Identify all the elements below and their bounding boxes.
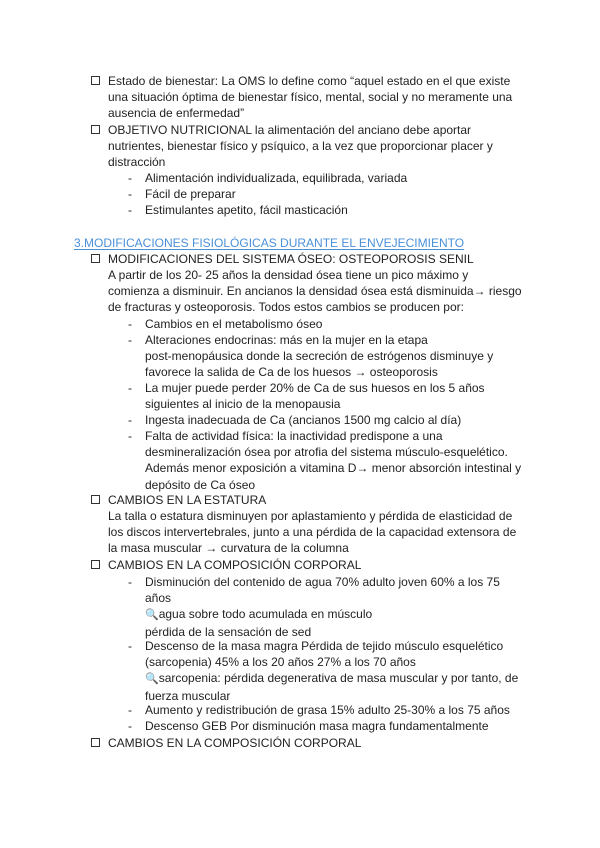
text-line: distracción bbox=[108, 155, 166, 170]
checklist-item-objetivo-nutricional bbox=[91, 122, 531, 171]
item-title: CAMBIOS EN LA COMPOSICIÓN CORPORAL bbox=[108, 736, 362, 750]
text-line: siguientes al inicio de la menopausia bbox=[145, 397, 341, 412]
text-line: los discos intervertebrales, junto a una pérdida de la capacidad extensora de bbox=[108, 525, 517, 540]
text-line: Alimentación individualizada, equilibrada, variada bbox=[145, 171, 408, 185]
text-line: ausencia de enfermedad” bbox=[108, 106, 245, 121]
checkbox[interactable] bbox=[91, 560, 100, 569]
list-item bbox=[128, 574, 528, 640]
list-item bbox=[128, 316, 528, 332]
text-line: la masa muscular → curvatura de la columna bbox=[108, 541, 349, 556]
item-title: MODIFICACIONES DEL SISTEMA ÓSEO: OSTEOPOROSIS SENIL bbox=[108, 252, 474, 266]
checkbox[interactable] bbox=[91, 254, 100, 263]
checkbox[interactable] bbox=[91, 738, 100, 747]
text-line: La talla o estatura disminuyen por aplastamiento y pérdida de elasticidad de bbox=[108, 509, 513, 523]
item-title: CAMBIOS EN LA COMPOSICIÓN CORPORAL bbox=[108, 558, 362, 572]
dash-bullet: - bbox=[128, 639, 132, 653]
text-line: una situación óptima de bienestar físico, mental, social y no meramente una bbox=[108, 90, 513, 105]
paragraph bbox=[108, 508, 533, 557]
text-line: (sarcopenia) 45% a los 20 años 27% a los 70 años bbox=[145, 655, 416, 670]
paragraph bbox=[108, 267, 533, 316]
dash-bullet: - bbox=[128, 575, 132, 589]
note-text: sarcopenia: pérdida degenerativa de masa muscular y por tanto, de bbox=[158, 671, 519, 686]
note-line bbox=[145, 670, 528, 687]
list-item bbox=[128, 702, 528, 718]
text-line: favorece la salida de Ca de los huesos → osteoporosis bbox=[145, 365, 438, 380]
text-line: nutrientes, bienestar físico y psíquico, a la vez que proporcionar placer y bbox=[108, 139, 493, 154]
dash-bullet: - bbox=[128, 703, 132, 717]
text-line: post-menopáusica donde la secreción de estrógenos disminuye y bbox=[145, 349, 494, 364]
dash-bullet: - bbox=[128, 429, 132, 443]
text-line: Disminución del contenido de agua 70% adulto joven 60% a los 75 bbox=[145, 575, 500, 589]
text-line: La mujer puede perder 20% de Ca de sus huesos en los 5 años bbox=[145, 381, 485, 395]
list-item bbox=[128, 718, 528, 734]
dash-bullet: - bbox=[128, 719, 132, 733]
text-line: de fracturas y osteoporosis. Todos estos cambios se producen por: bbox=[108, 300, 464, 315]
dash-bullet: - bbox=[128, 171, 132, 185]
text-line: Falta de actividad física: la inactividad predispone a una bbox=[145, 429, 443, 443]
note-text: agua sobre todo acumulada en músculo bbox=[158, 607, 373, 622]
list-item bbox=[128, 412, 528, 428]
checklist-item-estatura bbox=[91, 492, 531, 508]
text-line: comienza a disminuir. En ancianos la densidad ósea está disminuida→ riesgo bbox=[108, 284, 522, 299]
text-line: desmineralización ósea por atrofia del sistema músculo-esquelético. bbox=[145, 445, 508, 460]
item-title: CAMBIOS EN LA ESTATURA bbox=[108, 493, 267, 507]
magnifier-icon: 🔍 bbox=[145, 609, 159, 622]
text-line: Ingesta inadecuada de Ca (ancianos 1500 mg calcio al día) bbox=[145, 413, 462, 427]
list-item bbox=[128, 380, 528, 412]
checkbox[interactable] bbox=[91, 125, 100, 134]
dash-bullet: - bbox=[128, 317, 132, 331]
list-item bbox=[128, 428, 528, 493]
dash-bullet: - bbox=[128, 203, 132, 217]
list-item bbox=[128, 638, 528, 704]
checklist-item-estado-bienestar bbox=[91, 73, 531, 122]
note-line: fuerza muscular bbox=[145, 688, 231, 703]
list-item bbox=[128, 170, 528, 186]
section-heading[interactable]: 3.MODIFICACIONES FISIOLÓGICAS DURANTE EL ENVEJECIMIENTO bbox=[74, 236, 465, 250]
text-line: depósito de Ca óseo bbox=[145, 477, 256, 492]
list-item bbox=[128, 186, 528, 202]
text-line: Además menor exposición a vitamina D→ menor absorción intestinal y bbox=[145, 461, 522, 476]
dash-bullet: - bbox=[128, 381, 132, 395]
checklist-item-composicion-corporal bbox=[91, 557, 531, 573]
text-line: Descenso de la masa magra Pérdida de tejido músculo esquelético bbox=[145, 639, 504, 653]
checklist-item-sistema-oseo bbox=[91, 251, 541, 267]
magnifier-icon: 🔍 bbox=[145, 673, 159, 686]
text-line: OBJETIVO NUTRICIONAL la alimentación del anciano debe aportar bbox=[108, 123, 472, 137]
text-line: Fácil de preparar bbox=[145, 187, 236, 201]
text-line: A partir de los 20- 25 años la densidad ósea tiene un pico máximo y bbox=[108, 268, 469, 282]
text-line: años bbox=[145, 591, 172, 606]
text-line: Aumento y redistribución de grasa 15% adulto 25-30% a los 75 años bbox=[145, 703, 510, 717]
checklist-item-composicion-corporal-2 bbox=[91, 735, 531, 751]
text-line: Descenso GEB Por disminución masa magra fundamentalmente bbox=[145, 719, 489, 733]
checkbox[interactable] bbox=[91, 76, 100, 85]
text-line: Estimulantes apetito, fácil masticación bbox=[145, 203, 348, 217]
checkbox[interactable] bbox=[91, 495, 100, 504]
dash-bullet: - bbox=[128, 187, 132, 201]
text-line: Estado de bienestar: La OMS lo define como “aquel estado en el que existe bbox=[108, 74, 511, 88]
list-item bbox=[128, 202, 528, 218]
list-item bbox=[128, 332, 528, 381]
dash-bullet: - bbox=[128, 333, 132, 347]
text-line: Cambios en el metabolismo óseo bbox=[145, 317, 323, 331]
note-line: pérdida de la sensación de sed bbox=[145, 624, 312, 639]
text-line: Alteraciones endocrinas: más en la mujer en la etapa bbox=[145, 333, 428, 347]
dash-bullet: - bbox=[128, 413, 132, 427]
note-line bbox=[145, 606, 528, 623]
